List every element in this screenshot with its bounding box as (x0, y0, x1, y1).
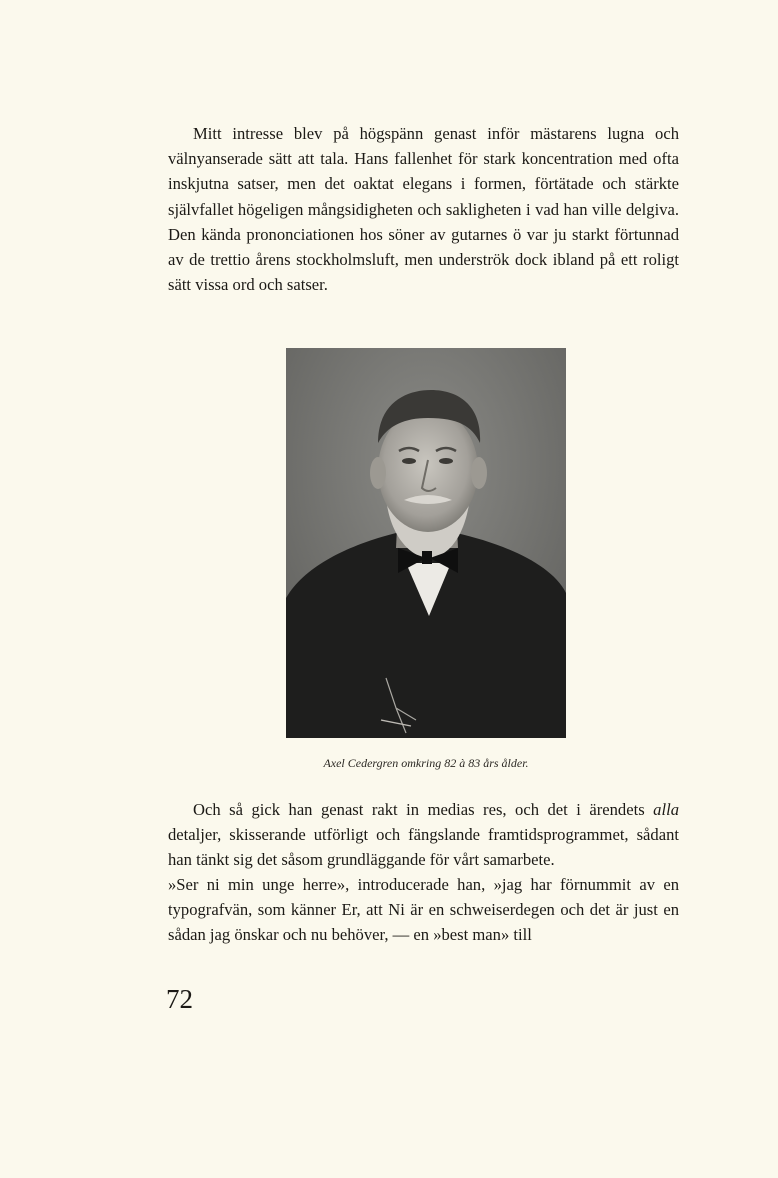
body-paragraph-1: Mitt intresse blev på högspänn genast inför mästarens lugna och välnyanserade sätt att tala. Hans fallenhet för stark koncentration med ofta inskjutna satser, men det oaktat elegans i formen, förtätade och stärkte självfallet högeligen mångsidigheten och sakligheten i vad han ville delgiva. Den kända prononciationen hos söner av gutarnes ö var ju starkt förtunnad av de trettio årens stockholmsluft, men underströk dock ibland på ett roligt sätt vissa ord och satser. (168, 124, 679, 295)
paragraph-2-emphasis: alla (653, 800, 679, 819)
page-number: 72 (166, 984, 193, 1014)
paragraph-2-text-b: detaljer, skisserande utförligt och fängslande framtidsprogrammet, sådant han tänkt sig det såsom grundläggande för vårt samarbete. (168, 825, 679, 870)
photo-caption: Axel Cedergren omkring 82 à 83 års ålder. (323, 756, 529, 770)
paragraph-2-text-a: Och så gick han genast rakt in medias res, och det i ärendets (193, 800, 654, 819)
body-paragraph-3: »Ser ni min unge herre», introducerade han, »jag har förnummit av en typografvän, som känner Er, att Ni är en schweiserdegen och det är just en sådan jag önskar och nu behöver, — en »best man» till (168, 875, 679, 945)
body-paragraph-2 (168, 797, 679, 873)
portrait-photo (286, 348, 566, 738)
